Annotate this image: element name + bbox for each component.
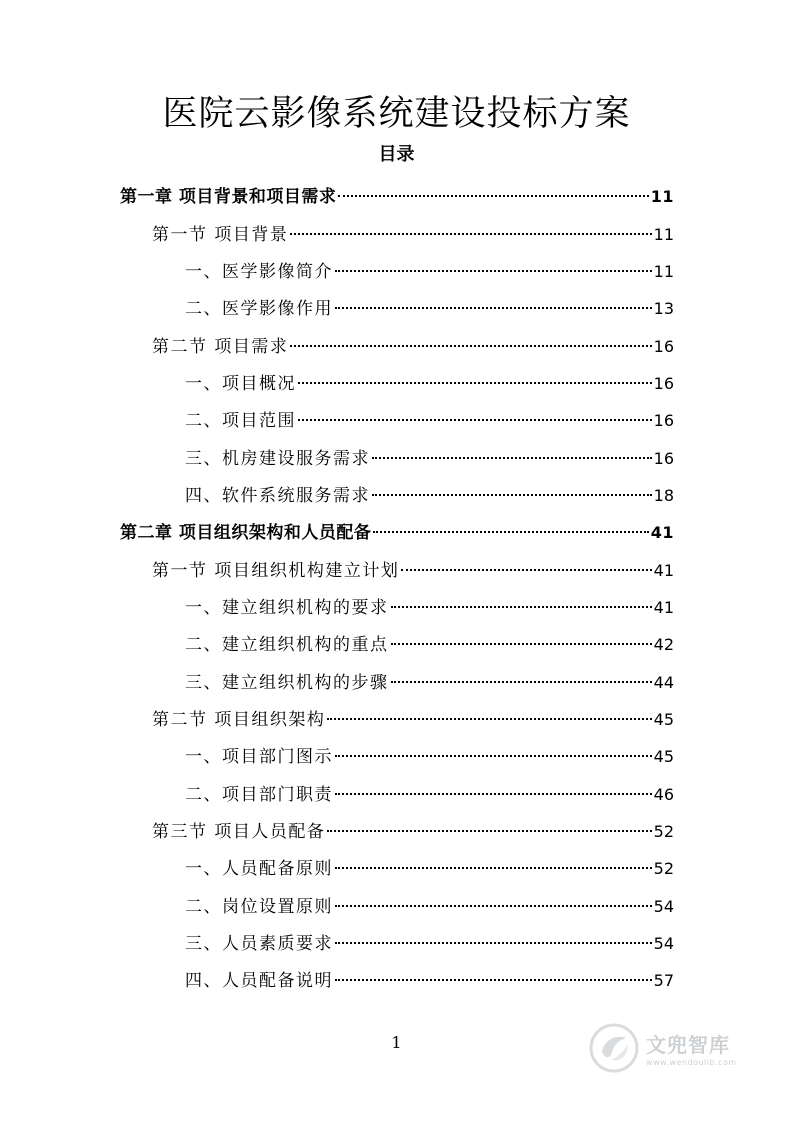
toc-entry-label: 四、人员配备说明 bbox=[185, 971, 333, 991]
toc-entry-item[interactable] bbox=[185, 593, 674, 625]
toc-entry-page: 52 bbox=[653, 859, 674, 878]
toc-entry-label: 第一节 项目组织机构建立计划 bbox=[152, 561, 400, 581]
toc-entry-page: 11 bbox=[653, 225, 674, 244]
toc-leader-dots bbox=[327, 718, 651, 720]
toc-entry-label: 二、建立组织机构的重点 bbox=[185, 635, 389, 655]
toc-entry-item[interactable] bbox=[185, 668, 674, 700]
toc-entry-item[interactable] bbox=[185, 780, 674, 812]
toc-entry-label: 一、建立组织机构的要求 bbox=[185, 598, 389, 618]
toc-leader-dots bbox=[401, 569, 651, 571]
toc-entry-page: 11 bbox=[650, 187, 674, 206]
toc-leader-dots bbox=[298, 419, 652, 421]
watermark-text bbox=[646, 1029, 737, 1067]
toc-entry-page: 45 bbox=[653, 710, 674, 729]
toc-entry-label: 三、人员素质要求 bbox=[185, 934, 333, 954]
toc-leader-dots bbox=[335, 979, 652, 981]
toc-leader-dots bbox=[373, 531, 648, 533]
toc-leader-dots bbox=[327, 830, 651, 832]
toc-entry-label: 第二章 项目组织架构和人员配备 bbox=[120, 523, 372, 543]
toc-entry-section[interactable] bbox=[152, 705, 674, 737]
toc-entry-label: 一、项目部门图示 bbox=[185, 747, 333, 767]
toc-leader-dots bbox=[335, 942, 652, 944]
toc-entry-label: 第一节 项目背景 bbox=[152, 225, 289, 245]
toc-entry-item[interactable] bbox=[185, 742, 674, 774]
toc-entry-page: 57 bbox=[653, 971, 674, 990]
document-title: 医院云影像系统建设投标方案 bbox=[162, 94, 631, 134]
page-number: 1 bbox=[391, 1033, 402, 1052]
toc-leader-dots bbox=[391, 643, 652, 645]
toc-leader-dots bbox=[338, 195, 648, 197]
toc-leader-dots bbox=[335, 270, 652, 272]
toc-entry-chapter-2[interactable] bbox=[120, 518, 674, 550]
toc-entry-label: 三、机房建设服务需求 bbox=[185, 449, 370, 469]
toc-leader-dots bbox=[391, 681, 652, 683]
toc-entry-label: 一、医学影像简介 bbox=[185, 262, 333, 282]
toc-entry-item[interactable] bbox=[185, 929, 674, 961]
toc-entry-label: 四、软件系统服务需求 bbox=[185, 486, 370, 506]
toc-entry-page: 45 bbox=[653, 747, 674, 766]
toc-entry-label: 第二节 项目组织架构 bbox=[152, 710, 326, 730]
wendou-logo-icon bbox=[588, 1022, 640, 1074]
toc-entry-label: 二、医学影像作用 bbox=[185, 299, 333, 319]
toc-entry-page: 54 bbox=[653, 934, 674, 953]
toc-entry-page: 16 bbox=[653, 337, 674, 356]
toc-leader-dots bbox=[290, 233, 651, 235]
toc-leader-dots bbox=[290, 345, 651, 347]
toc-leader-dots bbox=[335, 307, 652, 309]
toc-entry-label: 一、项目概况 bbox=[185, 374, 296, 394]
toc-entry-item[interactable] bbox=[185, 892, 674, 924]
toc-entry-item[interactable] bbox=[185, 369, 674, 401]
toc-entry-page: 41 bbox=[653, 561, 674, 580]
toc-entry-page: 46 bbox=[653, 785, 674, 804]
toc-entry-section[interactable] bbox=[152, 332, 674, 364]
toc-entry-item[interactable] bbox=[185, 481, 674, 513]
watermark-url: www.wendoulib.com bbox=[646, 1058, 737, 1067]
toc-entry-page: 42 bbox=[653, 635, 674, 654]
toc-entry-item[interactable] bbox=[185, 257, 674, 289]
toc-entry-item[interactable] bbox=[185, 444, 674, 476]
watermark bbox=[588, 1020, 758, 1076]
toc-entry-item[interactable] bbox=[185, 966, 674, 998]
toc-entry-page: 16 bbox=[653, 374, 674, 393]
watermark-name: 文兜智库 bbox=[646, 1033, 730, 1057]
toc-entry-item[interactable] bbox=[185, 630, 674, 662]
toc-entry-label: 二、岗位设置原则 bbox=[185, 897, 333, 917]
toc-entry-label: 二、项目范围 bbox=[185, 411, 296, 431]
toc-entry-page: 16 bbox=[653, 411, 674, 430]
toc-entry-label: 二、项目部门职责 bbox=[185, 785, 333, 805]
toc-leader-dots bbox=[298, 382, 652, 384]
toc-entry-page: 13 bbox=[653, 299, 674, 318]
toc-heading: 目录 bbox=[378, 144, 415, 165]
toc-entry-page: 41 bbox=[650, 523, 674, 542]
toc-leader-dots bbox=[372, 494, 652, 496]
toc-entry-chapter-1[interactable] bbox=[120, 182, 674, 214]
toc-entry-section[interactable] bbox=[152, 556, 674, 588]
toc-entry-page: 16 bbox=[653, 449, 674, 468]
toc-leader-dots bbox=[335, 905, 652, 907]
toc-entry-label: 第三节 项目人员配备 bbox=[152, 822, 326, 842]
toc-entry-section[interactable] bbox=[152, 220, 674, 252]
toc-entry-page: 41 bbox=[653, 598, 674, 617]
toc-leader-dots bbox=[372, 457, 652, 459]
toc-entry-item[interactable] bbox=[185, 406, 674, 438]
toc-entry-label: 第二节 项目需求 bbox=[152, 337, 289, 357]
toc-leader-dots bbox=[335, 755, 652, 757]
toc-entry-item[interactable] bbox=[185, 854, 674, 886]
toc-entry-page: 44 bbox=[653, 673, 674, 692]
toc-entry-label: 三、建立组织机构的步骤 bbox=[185, 673, 389, 693]
toc-entry-label: 一、人员配备原则 bbox=[185, 859, 333, 879]
toc-entry-page: 54 bbox=[653, 897, 674, 916]
toc-entry-item[interactable] bbox=[185, 294, 674, 326]
toc-leader-dots bbox=[335, 867, 652, 869]
toc-entry-page: 52 bbox=[653, 822, 674, 841]
toc-leader-dots bbox=[391, 606, 652, 608]
toc-entry-page: 11 bbox=[653, 262, 674, 281]
toc-leader-dots bbox=[335, 793, 652, 795]
toc-entry-page: 18 bbox=[653, 486, 674, 505]
toc-entry-section[interactable] bbox=[152, 817, 674, 849]
toc-entry-label: 第一章 项目背景和项目需求 bbox=[120, 187, 337, 207]
